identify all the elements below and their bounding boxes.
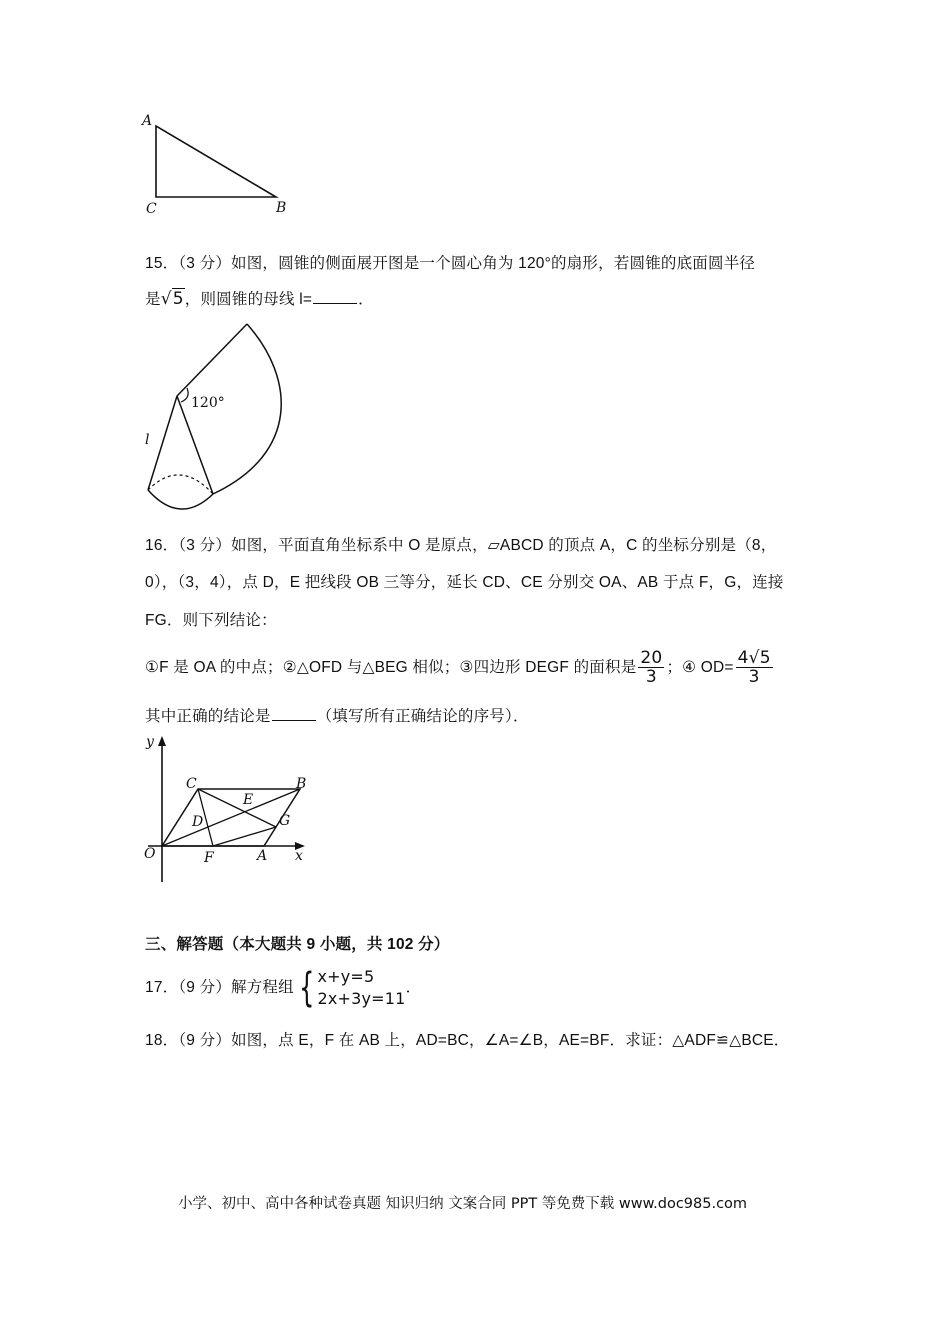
point-label-e: E xyxy=(243,792,254,808)
section-3-heading xyxy=(145,935,450,955)
angle-label: 120° xyxy=(191,395,225,411)
cone-sector-figure xyxy=(135,318,295,518)
point-label-f: F xyxy=(204,850,214,866)
fraction2-denominator: 3 xyxy=(748,667,760,688)
point-label-b: B xyxy=(296,776,307,792)
equation-1: x+y=5 xyxy=(317,966,375,986)
q16-text-line1: （3 分）如图，平面直角坐标系中 O 是原点，▱ABCD 的顶点 A，C 的坐标分别是（8， xyxy=(178,537,777,554)
vertex-label-a: A xyxy=(142,113,153,129)
q17-text: （9 分）解方程组 xyxy=(178,979,294,996)
sqrt-radicand: 5 xyxy=(172,289,184,309)
q18-number: 18． xyxy=(145,1032,179,1049)
vertex-label-b: B xyxy=(276,200,287,216)
q16-text-line3: FG．则下列结论： xyxy=(145,612,277,629)
point-label-d: D xyxy=(192,814,204,830)
answer-blank-q16[interactable] xyxy=(272,706,316,721)
q15-text-line1: （3 分）如图，圆锥的侧面展开图是一个圆心角为 120°的扇形，若圆锥的底面圆半径 xyxy=(178,255,756,272)
equation-system xyxy=(317,966,405,1010)
slant-label: l xyxy=(145,432,150,448)
axis-label-x: x xyxy=(295,848,303,864)
point-label-o: O xyxy=(144,846,156,862)
q15-text-end: ． xyxy=(358,291,374,308)
q18-line xyxy=(145,1031,790,1051)
footer-text: 小学、初中、高中各种试卷真题 知识归纳 文案合同 PPT 等免费下载 www.doc985.com xyxy=(178,1196,748,1212)
q15-text-post: ，则圆锥的母线 l= xyxy=(184,291,313,308)
sqrt-symbol: √ xyxy=(160,289,172,309)
q16-number: 16． xyxy=(145,537,179,554)
section-3-title: 三、解答题（本大题共 9 小题，共 102 分） xyxy=(145,936,450,953)
q17-number: 17． xyxy=(145,979,179,996)
fraction1-numerator: 20 xyxy=(640,648,663,669)
point-label-g: G xyxy=(279,813,291,829)
q17-end: ． xyxy=(405,979,422,996)
q15-text-pre: 是 xyxy=(145,291,161,308)
fraction-twenty-thirds xyxy=(638,649,664,686)
q15-line1 xyxy=(145,254,755,274)
q16-text-line4-pre: ①F 是 OA 的中点；②△OFD 与△BEG 相似；③四边形 DEGF 的面积是 xyxy=(145,659,637,676)
q16-text-line5-post: （填写所有正确结论的序号）． xyxy=(316,708,529,725)
q15-number: 15． xyxy=(145,255,179,272)
fraction1-denominator: 3 xyxy=(645,667,657,688)
sqrt-five xyxy=(161,288,185,309)
system-brace: { xyxy=(298,964,315,1011)
equation-2: 2x+3y=11 xyxy=(317,988,406,1008)
triangle-figure xyxy=(138,110,298,222)
answer-blank-q15[interactable] xyxy=(313,289,357,304)
point-label-c: C xyxy=(186,776,197,792)
q16-text-line5-pre: 其中正确的结论是 xyxy=(145,708,271,725)
q16-text-line4-mid: ；④ OD= xyxy=(666,659,734,676)
q16-line3 xyxy=(145,611,277,631)
point-label-a: A xyxy=(257,848,268,864)
q16-line5 xyxy=(145,706,529,727)
q16-line4 xyxy=(145,646,775,690)
q16-text-line2: 0），（3，4），点 D，E 把线段 OB 三等分，延长 CD、CE 分别交 OA、AB 于点 F，G，连接 xyxy=(145,574,784,591)
vertex-label-c: C xyxy=(146,201,157,217)
q16-line1 xyxy=(145,536,776,556)
fraction2-numerator: 4√5 xyxy=(737,648,771,669)
parallelogram-figure xyxy=(140,730,320,888)
fraction-od-value xyxy=(736,649,773,686)
q16-line2 xyxy=(145,573,784,593)
axis-label-y: y xyxy=(146,734,154,750)
q17-line xyxy=(145,964,421,1012)
q15-line2 xyxy=(145,289,374,310)
q18-text: （9 分）如图，点 E，F 在 AB 上，AD=BC，∠A=∠B，AE=BF．求证：△ADF≌△BCE． xyxy=(178,1032,790,1049)
